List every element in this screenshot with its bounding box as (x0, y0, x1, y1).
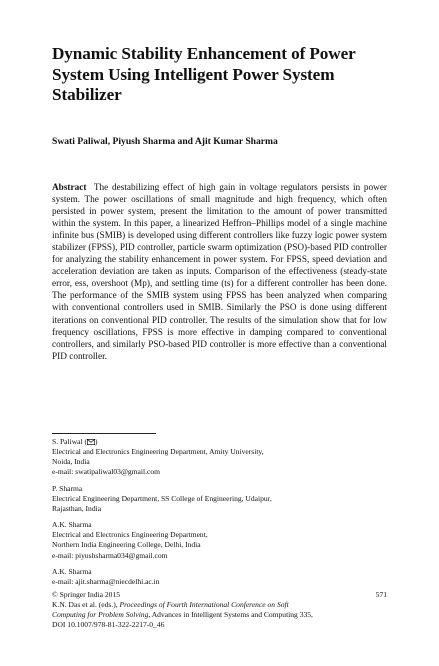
affiliation-name: S. Paliwal (52, 437, 83, 446)
author-affiliations (52, 437, 387, 593)
affiliation-name-line (52, 437, 387, 447)
citation-series: , Advances in Intelligent Systems and Computing 335, (148, 610, 313, 620)
citation-book-title-cont: Computing for Problem Solving (52, 610, 149, 620)
affiliation-line: Electrical Engineering Department, SS College of Engineering, Udaipur, (52, 493, 272, 503)
doi-line: DOI 10.1007/978-81-322-2217-0_46 (52, 620, 165, 630)
abstract-section (52, 182, 387, 363)
affiliation-name: P. Sharma (52, 483, 83, 493)
publication-footer (52, 590, 387, 630)
affiliation-line: Noida, India (52, 457, 90, 467)
paren-close: ) (95, 437, 98, 446)
affiliation-block (52, 484, 387, 514)
author-list: Swati Paliwal, Piyush Sharma and Ajit Kumar Sharma (52, 136, 278, 147)
paper-page (52, 0, 387, 666)
citation-book-title: Proceedings of Fourth International Conference on Soft (119, 600, 289, 610)
affiliation-line: Rajasthan, India (52, 503, 102, 513)
affiliation-block (52, 437, 387, 477)
abstract-text: The destabilizing effect of high gain in voltage regulators persists in power system. The power oscillations of small magnitude and high frequency, which often persisted in power system, present the limitation to the amount of power transmitted within the system. In this paper, a linearized Heffron–Phillips model of a single machine infinite bus (SMIB) is developed using different controllers like fuzzy logic power system stabilizer (FPSS), PID controller, particle swarm optimization (PSO)-based PID controller for analyzing the stability enhancement in power system. For FPSS, speed deviation and acceleration deviation are taken as inputs. Comparison of the effectiveness (steady-state error, ess, overshoot (Mp), and settling time (ts) for a different controller has been done. The performance of the SMIB system using FPSS has been analyzed when comparing with conventional controllers used in SMIB. Similarly the PSO is done using different iterations on conventional PID controller. The results of the simulation show that for low frequency oscillations, FPSS is more effective in damping compared to conventional controllers, and similarly PSO-based PID controller is more effective than a conventional PID controller. (52, 183, 388, 362)
affiliation-email: e-mail: swatipaliwal03@gmail.com (52, 467, 160, 477)
affiliation-email: e-mail: piyushsharma034@gmail.com (52, 550, 168, 560)
affiliation-line: Electrical and Electronics Engineering Department, (52, 530, 208, 540)
affiliation-name: A.K. Sharma (52, 520, 92, 530)
envelope-icon (87, 439, 95, 445)
affiliation-line: Northern India Engineering College, Delhi, India (52, 540, 201, 550)
citation-line (52, 610, 387, 620)
paren-open: ( (82, 437, 88, 446)
affiliation-name: A.K. Sharma (52, 566, 92, 576)
page-number: 571 (375, 590, 387, 599)
citation-editors: K.N. Das et al. (eds.), (52, 600, 120, 610)
paper-title: Dynamic Stability Enhancement of Power System Using Intelligent Power System Stabilizer (52, 44, 356, 104)
footnote-divider (52, 433, 156, 434)
affiliation-block (52, 520, 387, 560)
citation-line (52, 600, 387, 610)
affiliation-line: Electrical and Electronics Engineering Department, Amity University, (52, 447, 264, 457)
affiliation-email: e-mail: ajit.sharma@niecdelhi.ac.in (52, 577, 160, 587)
abstract-label: Abstract (52, 183, 87, 193)
affiliation-block (52, 567, 387, 587)
copyright-line: © Springer India 2015 (52, 590, 120, 599)
